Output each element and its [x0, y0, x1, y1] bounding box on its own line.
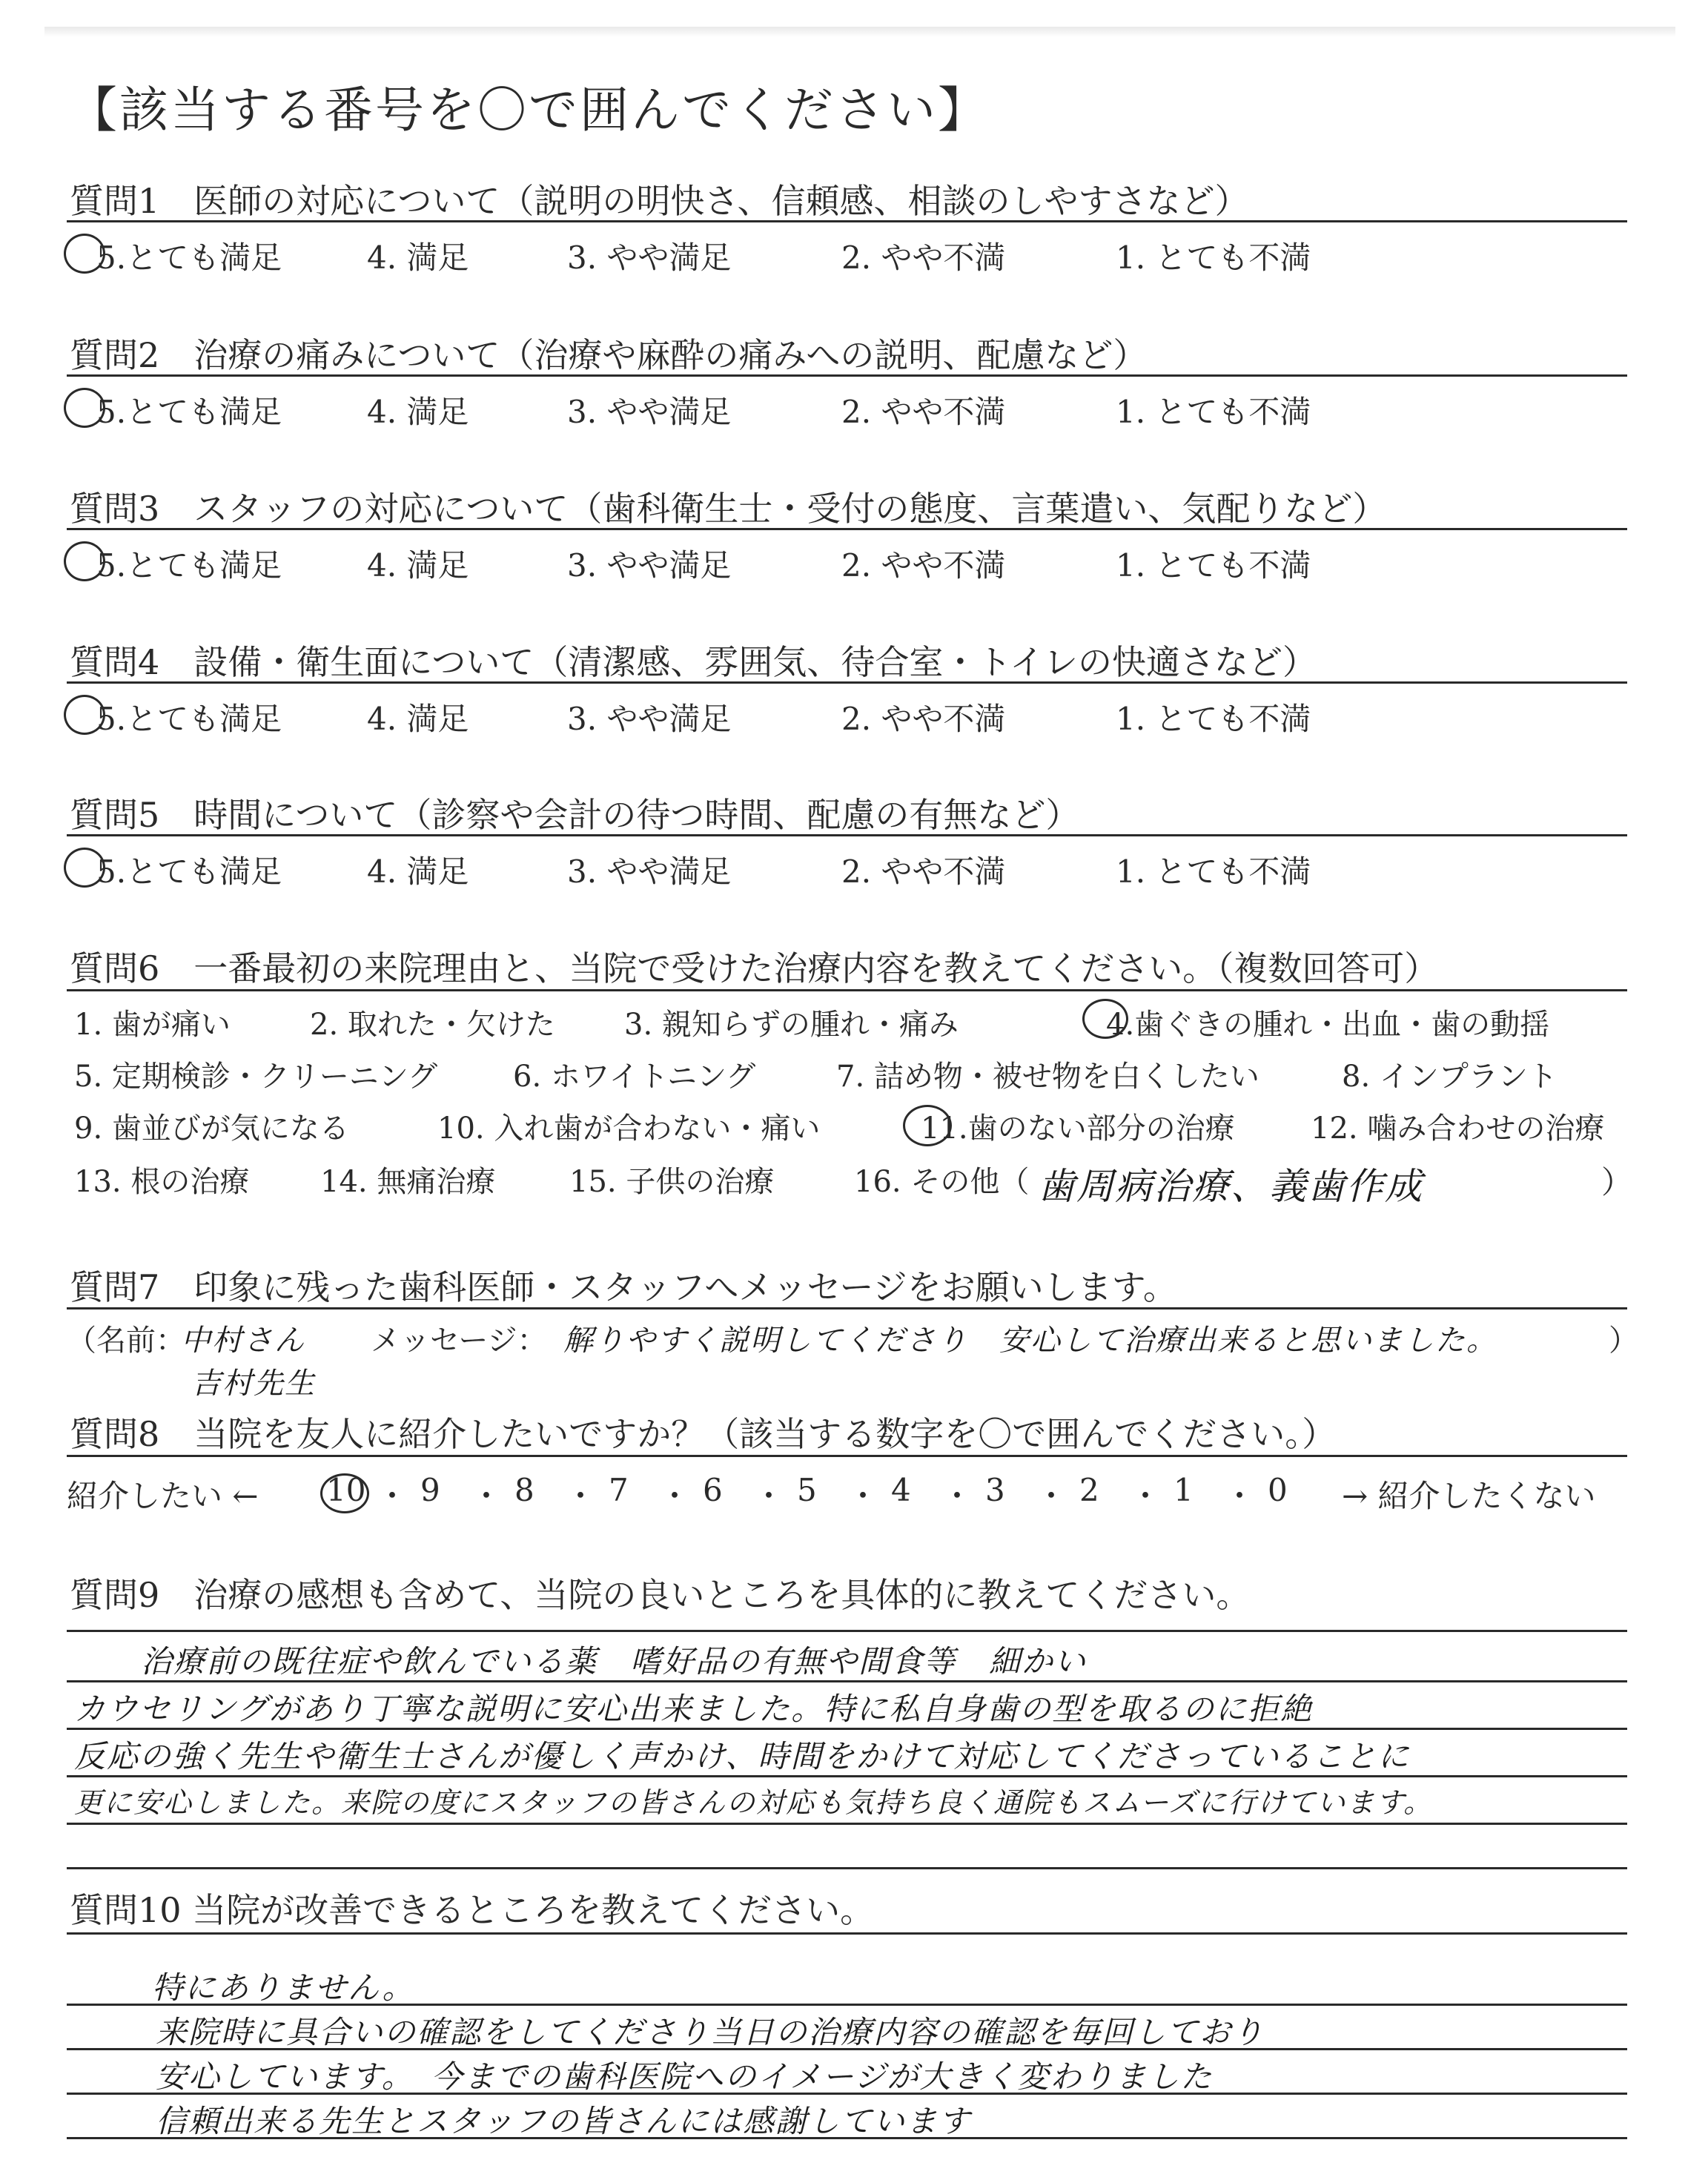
q5-option-5[interactable]: 5.とても満足	[96, 853, 282, 890]
q7-message-answer[interactable]: 解りやすく説明してくださり 安心して治療出来ると思いました。	[563, 1324, 1497, 1358]
q3-title: 質問3 スタッフの対応について（歯科衛生士・受付の態度、言葉遣い、気配りなど）	[70, 489, 1387, 529]
q4-option-5[interactable]: 5.とても満足	[96, 701, 282, 737]
q7-close: ）	[1609, 1324, 1638, 1358]
q8-rule	[67, 1455, 1627, 1457]
q8-score-10[interactable]: 10	[326, 1472, 366, 1508]
q8-separator-dot: ・	[377, 1478, 408, 1514]
q1-rule	[67, 220, 1627, 222]
q8-separator-dot: ・	[471, 1478, 503, 1514]
q1-title: 質問1 医師の対応について（説明の明快さ、信頼感、相談のしやすさなど）	[70, 181, 1249, 221]
q2-rule	[67, 374, 1627, 377]
q6-option-5[interactable]: 5. 定期検診・クリーニング	[74, 1060, 438, 1094]
q6-title: 質問6 一番最初の来院理由と、当院で受けた治療内容を教えてください。（複数回答可）	[70, 948, 1439, 988]
q6-option-7[interactable]: 7. 詰め物・被せ物を白くしたい	[836, 1060, 1260, 1094]
q7-rule	[67, 1307, 1627, 1309]
q10-answer-line-3[interactable]: 安心しています。 今までの歯科医院へのイメージが大きく変わりました	[156, 2058, 1214, 2095]
q8-separator-dot: ・	[847, 1478, 879, 1514]
q4-option-3[interactable]: 3. やや満足	[567, 701, 732, 737]
q8-separator-dot: ・	[753, 1478, 785, 1514]
q10-rule-2	[67, 2048, 1627, 2050]
q3-rule	[67, 528, 1627, 530]
q4-option-4[interactable]: 4. 満足	[367, 701, 469, 737]
q6-option-11[interactable]: 11.歯のない部分の治療	[921, 1112, 1235, 1146]
q2-option-5[interactable]: 5.とても満足	[96, 394, 282, 430]
q2-option-2[interactable]: 2. やや不満	[841, 394, 1006, 430]
q3-option-4[interactable]: 4. 満足	[367, 547, 469, 584]
q10-rule-4	[67, 2137, 1627, 2139]
q5-option-4[interactable]: 4. 満足	[367, 853, 469, 890]
q7-name-answer[interactable]: 中村さん	[181, 1324, 305, 1358]
q10-rule-1	[67, 2004, 1627, 2006]
q5-option-2[interactable]: 2. やや不満	[841, 853, 1006, 890]
q8-separator-dot: ・	[1224, 1478, 1256, 1514]
q8-score-4[interactable]: 4	[891, 1472, 911, 1508]
q8-separator-dot: ・	[659, 1478, 691, 1514]
q4-title: 質問4 設備・衛生面について（清潔感、雰囲気、待合室・トイレの快適さなど）	[70, 642, 1317, 682]
q8-score-0[interactable]: 0	[1268, 1472, 1288, 1508]
q7-name-label: （名前：	[67, 1324, 185, 1358]
q1-option-4[interactable]: 4. 満足	[367, 240, 469, 276]
q9-rule-0	[67, 1630, 1627, 1632]
q6-selected-circle-11[interactable]	[903, 1105, 952, 1146]
q6-option-14[interactable]: 14. 無痛治療	[320, 1165, 496, 1199]
q8-separator-dot: ・	[1130, 1478, 1162, 1514]
q8-left-label: 紹介したい ←	[67, 1478, 259, 1514]
q5-title: 質問5 時間について（診察や会計の待つ時間、配慮の有無など）	[70, 795, 1080, 835]
q6-other-answer[interactable]: 歯周病治療、義歯作成	[1038, 1165, 1423, 1208]
q2-title: 質問2 治療の痛みについて（治療や麻酔の痛みへの説明、配慮など）	[70, 335, 1148, 375]
q6-option-9[interactable]: 9. 歯並びが気になる	[74, 1112, 349, 1146]
q6-option-2[interactable]: 2. 取れた・欠けた	[310, 1008, 555, 1042]
q3-selected-circle-5[interactable]	[64, 541, 105, 581]
q6-option-15[interactable]: 15. 子供の治療	[569, 1165, 775, 1199]
q5-rule	[67, 834, 1627, 836]
q1-option-5[interactable]: 5.とても満足	[96, 240, 282, 276]
q8-separator-dot: ・	[565, 1478, 597, 1514]
q6-rule	[67, 989, 1627, 991]
q10-answer-line-2[interactable]: 来院時に具合いの確認をしてくださり当日の治療内容の確認を毎回しており	[156, 2014, 1265, 2050]
q1-selected-circle-5[interactable]	[64, 234, 105, 274]
q9-rule-1	[67, 1680, 1627, 1682]
q8-separator-dot: ・	[941, 1478, 973, 1514]
q8-score-5[interactable]: 5	[797, 1472, 817, 1508]
q7-title: 質問7 印象に残った歯科医師・スタッフへメッセージをお願いします。	[70, 1267, 1177, 1307]
q2-option-3[interactable]: 3. やや満足	[567, 394, 732, 430]
scan-edge-shadow	[44, 27, 1675, 37]
q8-title: 質問8 当院を友人に紹介したいですか？（該当する数字を〇で囲んでください。）	[70, 1414, 1337, 1454]
q6-option-16[interactable]: 16. その他（	[854, 1165, 1030, 1199]
q6-selected-circle-4[interactable]	[1082, 999, 1128, 1039]
q8-score-3[interactable]: 3	[985, 1472, 1005, 1508]
q6-option-6[interactable]: 6. ホワイトニング	[513, 1060, 756, 1094]
q8-score-6[interactable]: 6	[703, 1472, 723, 1508]
q4-option-1[interactable]: 1. とても不満	[1116, 701, 1311, 737]
q5-option-1[interactable]: 1. とても不満	[1116, 853, 1311, 890]
q9-rule-4	[67, 1823, 1627, 1825]
q8-separator-dot: ・	[1036, 1478, 1068, 1514]
q9-answer-line-3[interactable]: 反応の強く先生や衛生士さんが優しく声かけ、時間をかけて対応してくださっていることに	[74, 1738, 1411, 1774]
q6-option-13[interactable]: 13. 根の治療	[74, 1165, 250, 1199]
q6-option-12[interactable]: 12. 噛み合わせの治療	[1311, 1112, 1605, 1146]
q9-rule-2	[67, 1728, 1627, 1730]
q1-option-1[interactable]: 1. とても不満	[1116, 240, 1311, 276]
q10-answer-line-4[interactable]: 信頼出来る先生とスタッフの皆さんには感謝しています	[156, 2103, 972, 2139]
q6-option-8[interactable]: 8. インプラント	[1342, 1060, 1558, 1094]
q1-option-3[interactable]: 3. やや満足	[567, 240, 732, 276]
q8-score-1[interactable]: 1	[1174, 1472, 1194, 1508]
q8-score-2[interactable]: 2	[1079, 1472, 1099, 1508]
q6-other-close: ）	[1601, 1164, 1633, 1200]
q4-rule	[67, 681, 1627, 684]
q8-right-label: → 紹介したくない	[1342, 1478, 1596, 1514]
q10-rule-3	[67, 2093, 1627, 2095]
q7-name-answer-2[interactable]: 吉村先生	[191, 1367, 316, 1401]
q8-score-8[interactable]: 8	[514, 1472, 534, 1508]
q2-option-4[interactable]: 4. 満足	[367, 394, 469, 430]
q9-answer-line-1[interactable]: 治療前の既往症や飲んでいる薬 嗜好品の有無や間食等 細かい	[141, 1643, 1088, 1680]
q8-score-9[interactable]: 9	[420, 1472, 440, 1508]
q5-option-3[interactable]: 3. やや満足	[567, 853, 732, 890]
q2-selected-circle-5[interactable]	[64, 388, 105, 428]
q6-option-10[interactable]: 10. 入れ歯が合わない・痛い	[437, 1112, 821, 1146]
q3-option-1[interactable]: 1. とても不満	[1116, 547, 1311, 584]
q9-rule-3	[67, 1775, 1627, 1777]
q10-title: 質問10 当院が改善できるところを教えてください。	[70, 1890, 875, 1930]
q4-selected-circle-5[interactable]	[64, 695, 105, 735]
q10-rule-0	[67, 1932, 1627, 1935]
q8-score-7[interactable]: 7	[609, 1472, 629, 1508]
q6-option-1[interactable]: 1. 歯が痛い	[74, 1008, 231, 1042]
q3-option-3[interactable]: 3. やや満足	[567, 547, 732, 584]
q8-selected-circle[interactable]	[320, 1473, 369, 1513]
q9-title: 質問9 治療の感想も含めて、当院の良いところを具体的に教えてください。	[70, 1575, 1251, 1615]
q1-option-2[interactable]: 2. やや不満	[841, 240, 1006, 276]
q9-rule-5	[67, 1867, 1627, 1869]
q4-option-2[interactable]: 2. やや不満	[841, 701, 1006, 737]
q3-option-5[interactable]: 5.とても満足	[96, 547, 282, 584]
q10-answer-line-1[interactable]: 特にありません。	[152, 1969, 415, 2006]
q3-option-2[interactable]: 2. やや不満	[841, 547, 1006, 584]
q6-option-4[interactable]: 4.歯ぐきの腫れ・出血・歯の動揺	[1106, 1008, 1550, 1042]
q6-option-3[interactable]: 3. 親知らずの腫れ・痛み	[624, 1008, 959, 1042]
q7-message-label: メッセージ：	[371, 1324, 547, 1358]
q2-option-1[interactable]: 1. とても不満	[1116, 394, 1311, 430]
form-title: 【該当する番号を〇で囲んでください】	[68, 82, 989, 139]
q9-answer-line-2[interactable]: カウセリングがあり丁寧な説明に安心出来ました。特に私自身歯の型を取るのに拒絶	[74, 1691, 1314, 1727]
q9-answer-line-4[interactable]: 更に安心しました。来院の度にスタッフの皆さんの対応も気持ち良く通院もスムーズに行けています。	[74, 1786, 1434, 1819]
q5-selected-circle-5[interactable]	[64, 848, 105, 888]
